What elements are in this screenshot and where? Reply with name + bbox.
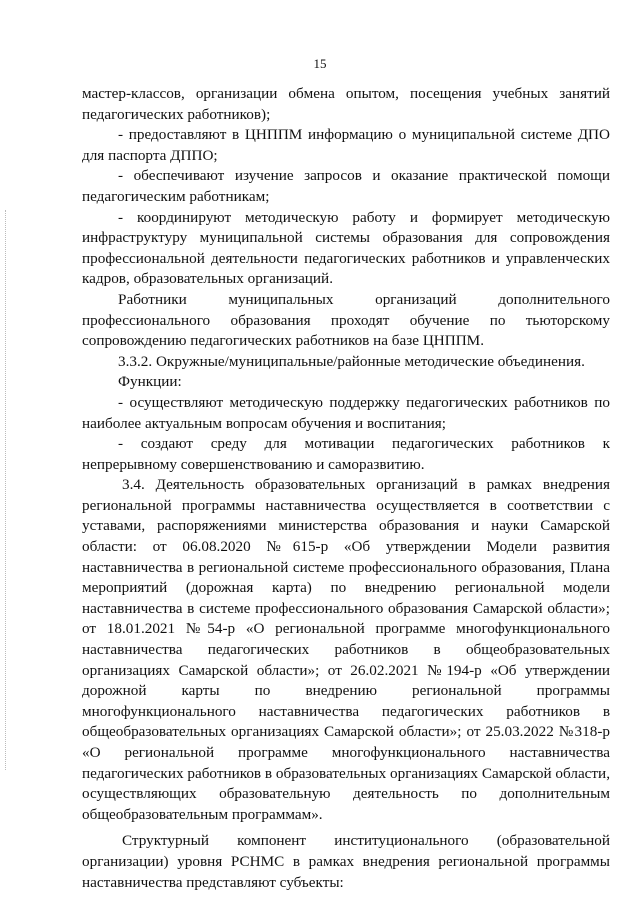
- paragraph-employees: Работники муниципальных организаций дополнительного профессионального образования проходят обучение по тьюторскому сопровождению педагогических работников на базе ЦНППМ.: [82, 290, 610, 350]
- list-item-provide-info: - предоставляют в ЦНППМ информацию о муниципальной системе ДПО для паспорта ДППО;: [82, 126, 610, 164]
- paragraph-continuation: мастер-классов, организации обмена опытом, посещения учебных занятий педагогических работников);: [82, 85, 610, 123]
- list-item-study-requests: - обеспечивают изучение запросов и оказание практической помощи педагогическим работникам;: [82, 167, 610, 205]
- list-item-motivation: - создают среду для мотивации педагогических работников к непрерывному совершенствованию и саморазвитию.: [82, 435, 610, 473]
- list-item-coordinate: - координируют методическую работу и формирует методическую инфраструктуру муниципальной системы образования для сопровождения профессиональной деятельности педагогических работников и управленческих кадров, образовательных организаций.: [82, 208, 610, 288]
- list-item-methodical-support: - осуществляют методическую поддержку педагогических работников по наиболее актуальным вопросам обучения и воспитания;: [82, 393, 610, 432]
- document-body: [82, 84, 610, 893]
- scan-edge-mark: [5, 210, 7, 770]
- functions-label: Функции:: [118, 373, 182, 391]
- paragraph-structural-component: Структурный компонент институционального (образовательной организации) уровня РСНМС в рамках внедрения региональной программы наставничества представляют субъекты:: [82, 832, 610, 891]
- page-number: 15: [313, 56, 327, 71]
- section-heading-3-3-2: 3.3.2. Окружные/муниципальные/районные методические объединения.: [118, 352, 585, 370]
- section-3-4-paragraph: 3.4. Деятельность образовательных организаций в рамках внедрения региональной программы наставничества осуществляется в соответствии с уставами, распоряжениями министерства образования и науки Самарской области: от 06.08.2020 №615-р «Об утверждении Модели развития наставничества в региональной системе профессионального образования, Плана мероприятий (дорожная карта) по внедрению региональной модели наставничества в системе профессионального образования Самарской области»; от 18.01.2021 №54-р «О региональной программе многофункционального наставничества педагогических работников в общеобразовательных организациях Самарской области»; от 26.02.2021 №194-р «Об утверждении дорожной карты по внедрению региональной программы многофункционального наставничества педагогических работников в общеобразовательных организациях Самарской области»; от 25.03.2022 №318-р «О региональной программе многофункционального наставничества педагогических работников в образовательных организациях Самарской области, осуществляющих образовательную деятельность по дополнительным общеобразовательным программам».: [82, 476, 610, 823]
